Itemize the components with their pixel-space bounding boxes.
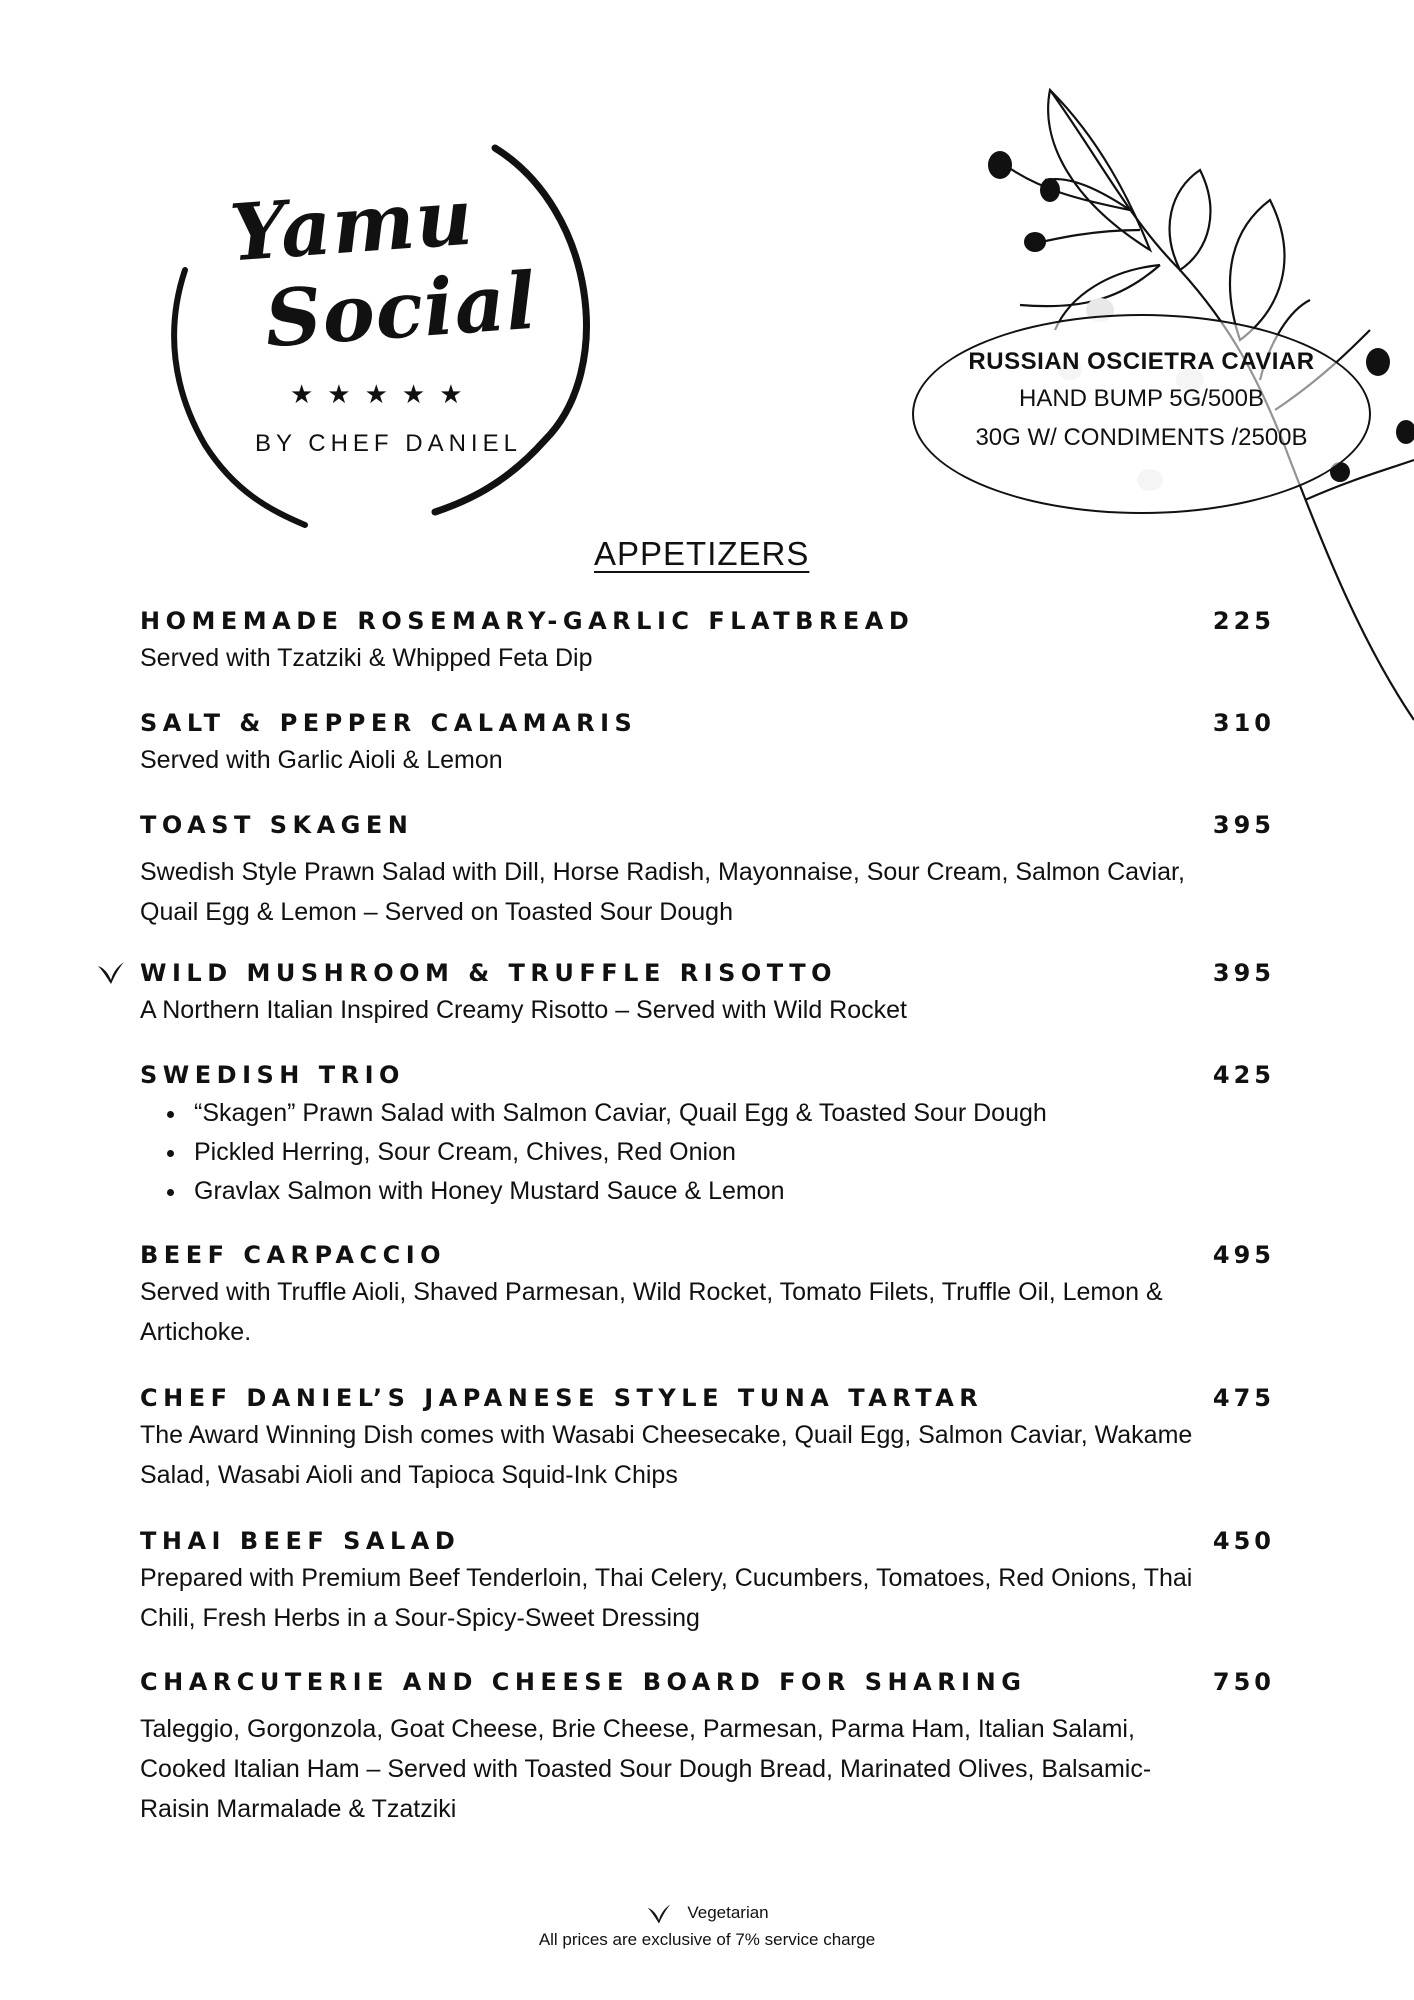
item-name: BEEF CARPACCIO: [140, 1241, 447, 1269]
item-bullet-list: [140, 1094, 1275, 1211]
logo-wordmark-line1: Yamu: [227, 171, 477, 280]
item-price: 310: [1212, 709, 1275, 737]
vegetarian-leaf-icon: [645, 1901, 673, 1927]
menu-item-charcuterie-board: [140, 1667, 1275, 1829]
vegetarian-legend: [0, 1898, 1414, 1928]
item-description: Served with Tzatziki & Whipped Feta Dip: [140, 644, 593, 672]
item-price: 750: [1212, 1668, 1275, 1696]
item-name: TOAST SKAGEN: [140, 811, 414, 839]
menu-item-beef-carpaccio: [140, 1240, 1275, 1352]
logo-byline: BY CHEF DANIEL: [255, 430, 522, 457]
caviar-condiments-price: 30G W/ CONDIMENTS /2500B: [975, 424, 1308, 451]
menu-item-risotto: [140, 958, 1275, 1030]
list-item: • Gravlax Salmon with Honey Mustard Sauce & Lemon: [188, 1172, 1275, 1211]
menu-item-swedish-trio: [140, 1060, 1275, 1211]
section-title: APPETIZERS: [594, 535, 810, 572]
menu-item-flatbread: [140, 606, 1275, 678]
item-price: 475: [1212, 1384, 1275, 1412]
restaurant-logo: [165, 140, 605, 535]
item-name: SALT & PEPPER CALAMARIS: [140, 709, 638, 737]
vegetarian-leaf-icon: [96, 958, 126, 988]
item-price: 450: [1212, 1527, 1275, 1555]
item-price: 395: [1212, 959, 1275, 987]
item-name: CHARCUTERIE AND CHEESE BOARD FOR SHARING: [140, 1668, 1027, 1696]
item-description: A Northern Italian Inspired Creamy Risotto – Served with Wild Rocket: [140, 996, 907, 1024]
item-name: CHEF DANIEL’S JAPANESE STYLE TUNA TARTAR: [140, 1384, 984, 1412]
logo-wordmark-line2: Social: [262, 255, 540, 366]
item-price: 225: [1212, 607, 1275, 635]
item-description: Swedish Style Prawn Salad with Dill, Horse Radish, Mayonnaise, Sour Cream, Salmon Caviar, Quail Egg & Lemon – Served on Toasted Sour Dough: [140, 858, 1185, 926]
item-name: HOMEMADE ROSEMARY-GARLIC FLATBREAD: [140, 607, 915, 635]
item-price: 395: [1212, 811, 1275, 839]
footer: [0, 1898, 1414, 1950]
caviar-hand-bump-price: HAND BUMP 5G/500B: [1019, 385, 1264, 412]
list-item: • “Skagen” Prawn Salad with Salmon Caviar, Quail Egg & Toasted Sour Dough: [188, 1094, 1275, 1133]
logo-stars: ★★★★★: [290, 380, 477, 410]
menu-item-toast-skagen: [140, 810, 1275, 932]
vegetarian-legend-label: Vegetarian: [687, 1903, 769, 1922]
list-item: • Pickled Herring, Sour Cream, Chives, Red Onion: [188, 1133, 1275, 1172]
item-price: 495: [1212, 1241, 1275, 1269]
menu-item-tuna-tartar: [140, 1383, 1275, 1495]
item-name: THAI BEEF SALAD: [140, 1527, 461, 1555]
menu-item-calamaris: [140, 708, 1275, 780]
item-description: Served with Truffle Aioli, Shaved Parmesan, Wild Rocket, Tomato Filets, Truffle Oil, Lemon & Artichoke.: [140, 1278, 1163, 1346]
item-description: Prepared with Premium Beef Tenderloin, Thai Celery, Cucumbers, Tomatoes, Red Onions, Thai Chili, Fresh Herbs in a Sour-Spicy-Sweet Dressing: [140, 1564, 1193, 1632]
item-description: The Award Winning Dish comes with Wasabi Cheesecake, Quail Egg, Salmon Caviar, Wakame Salad, Wasabi Aioli and Tapioca Squid-Ink Chips: [140, 1421, 1193, 1489]
menu-item-thai-beef-salad: [140, 1526, 1275, 1638]
caviar-title: RUSSIAN OSCIETRA CAVIAR: [968, 348, 1315, 375]
caviar-callout: [912, 314, 1371, 514]
item-description: Served with Garlic Aioli & Lemon: [140, 746, 503, 774]
service-charge-note: All prices are exclusive of 7% service charge: [538, 1930, 876, 1949]
item-name: SWEDISH TRIO: [140, 1061, 405, 1089]
item-name: WILD MUSHROOM & TRUFFLE RISOTTO: [140, 959, 837, 987]
item-price: 425: [1212, 1061, 1275, 1089]
item-description: Taleggio, Gorgonzola, Goat Cheese, Brie Cheese, Parmesan, Parma Ham, Italian Salami, Cooked Italian Ham – Served with Toasted Sour Dough Bread, Marinated Olives, Balsamic-Raisin Marmalade & Tzatziki: [140, 1715, 1152, 1823]
